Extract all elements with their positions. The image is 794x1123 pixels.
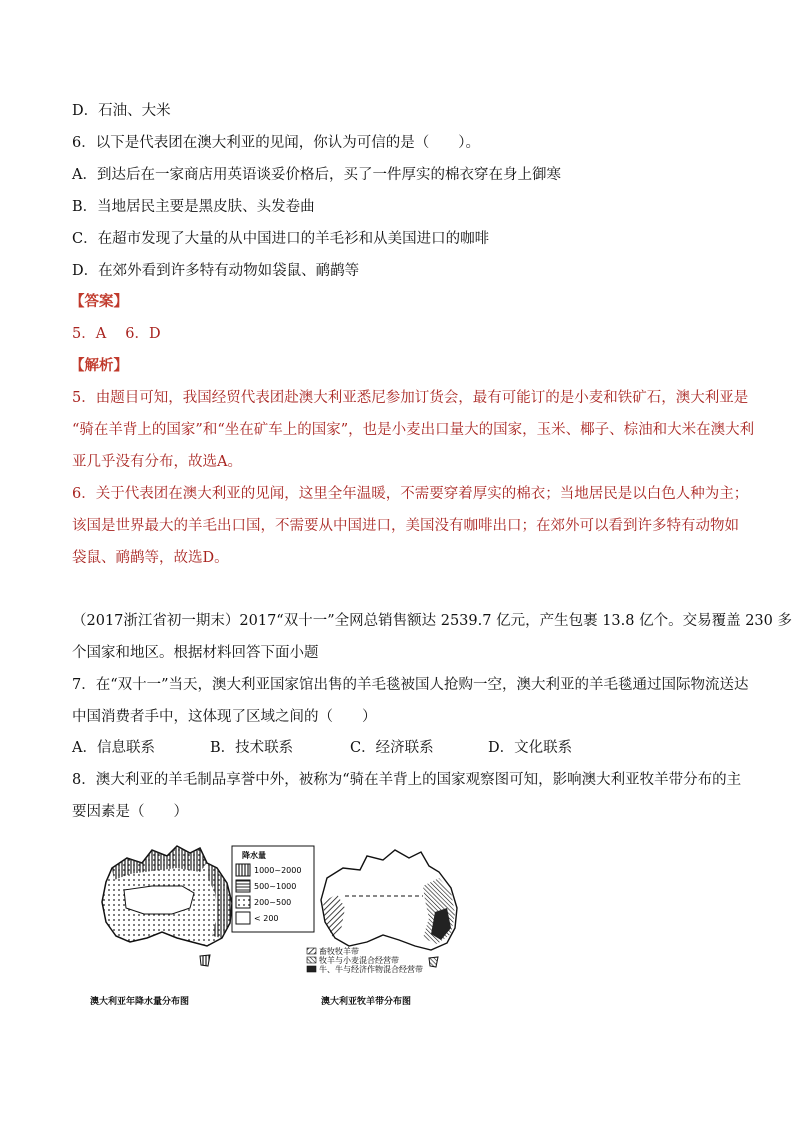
answer-text: 5．A 6．D xyxy=(72,326,161,342)
q6-option-d: D．在郊外看到许多特有动物如袋鼠、鸸鹋等 xyxy=(72,263,360,279)
precipitation-map xyxy=(82,838,322,988)
material-line1: （2017浙江省初一期末）2017“双十一”全网总销售额达 2539.7 亿元，产生包裹 13.8 亿个。交易覆盖 230 多 xyxy=(72,613,792,629)
q7-option-b: B．技术联系 xyxy=(210,740,294,756)
legend-title: 降水量 xyxy=(242,851,266,860)
q8-stem-line1: 8．澳大利亚的羊毛制品享誉中外，被称为“骑在羊背上的国家观察图可知，影响澳大利亚牧羊带分布的主 xyxy=(72,772,742,788)
legend-item-4: < 200 xyxy=(254,914,279,923)
analysis-5-line1: 5．由题目可知，我国经贸代表团赴澳大利亚悉尼参加订货会，最有可能订的是小麦和铁矿石，澳大利亚是 xyxy=(72,390,749,406)
q7-stem-line1: 7．在“双十一”当天，澳大利亚国家馆出售的羊毛毯被国人抢购一空，澳大利亚的羊毛毯通过国际物流送达 xyxy=(72,677,749,693)
answer-tag: 【答案】 xyxy=(70,293,128,310)
sheep-belt-map-caption: 澳大利亚牧羊带分布图 xyxy=(321,997,412,1007)
precipitation-map-figure xyxy=(82,838,322,1013)
analysis-5-line2: “骑在羊背上的国家”和“坐在矿车上的国家”，也是小麦出口量大的国家，玉米、椰子、棕油和大米在澳大利 xyxy=(72,422,755,438)
analysis-6-line1: 6．关于代表团在澳大利亚的见闻，这里全年温暖，不需要穿着厚实的棉衣；当地居民是以白色人种为主； xyxy=(72,486,749,502)
analysis-6-line3: 袋鼠、鸸鹋等，故选D。 xyxy=(72,550,229,566)
q6-option-b: B．当地居民主要是黑皮肤、头发卷曲 xyxy=(72,199,315,215)
material-line2: 个国家和地区。根据材料回答下面小题 xyxy=(72,645,319,661)
inner-dry-zone xyxy=(124,886,194,914)
q6-stem: 6．以下是代表团在澳大利亚的见闻，你认为可信的是（ ）。 xyxy=(72,135,480,151)
legend-item-1: 1000~2000 xyxy=(254,866,302,875)
tasmania-right xyxy=(429,957,438,967)
precipitation-map-caption: 澳大利亚年降水量分布图 xyxy=(90,997,190,1007)
analysis-5-line3: 亚几乎没有分布，故选A。 xyxy=(72,454,242,470)
analysis-tag: 【解析】 xyxy=(70,357,128,374)
tasmania xyxy=(200,955,210,966)
legend-item-2: 500~1000 xyxy=(254,882,297,891)
legend-right-2: 牧羊与小麦混合经营带 xyxy=(319,956,399,965)
legend-right-1: 畜牧牧羊带 xyxy=(319,947,359,956)
analysis-6-line2: 该国是世界最大的羊毛出口国，不需要从中国进口，美国没有咖啡出口；在郊外可以看到许多特有动物如 xyxy=(72,518,739,534)
q6-option-a: A．到达后在一家商店用英语谈妥价格后，买了一件厚实的棉衣穿在身上御寒 xyxy=(72,167,561,183)
legend-item-3: 200~500 xyxy=(254,898,292,907)
legend-right-3: 牛、牛与经济作物混合经营带 xyxy=(319,965,423,974)
q7-option-a: A．信息联系 xyxy=(72,740,155,756)
q7-stem-line2: 中国消费者手中，这体现了区域之间的（ ） xyxy=(72,709,377,725)
q7-option-c: C．经济联系 xyxy=(350,740,434,756)
q5-option-d: D．石油、大米 xyxy=(72,103,171,119)
q7-option-d: D．文化联系 xyxy=(488,740,573,756)
q8-stem-line2: 要因素是（ ） xyxy=(72,804,188,820)
q6-option-c: C．在超市发现了大量的从中国进口的羊毛衫和从美国进口的咖啡 xyxy=(72,231,490,247)
sheep-belt-map xyxy=(305,838,485,988)
sheep-belt-map-figure xyxy=(305,838,485,1013)
q7-options xyxy=(72,738,572,758)
